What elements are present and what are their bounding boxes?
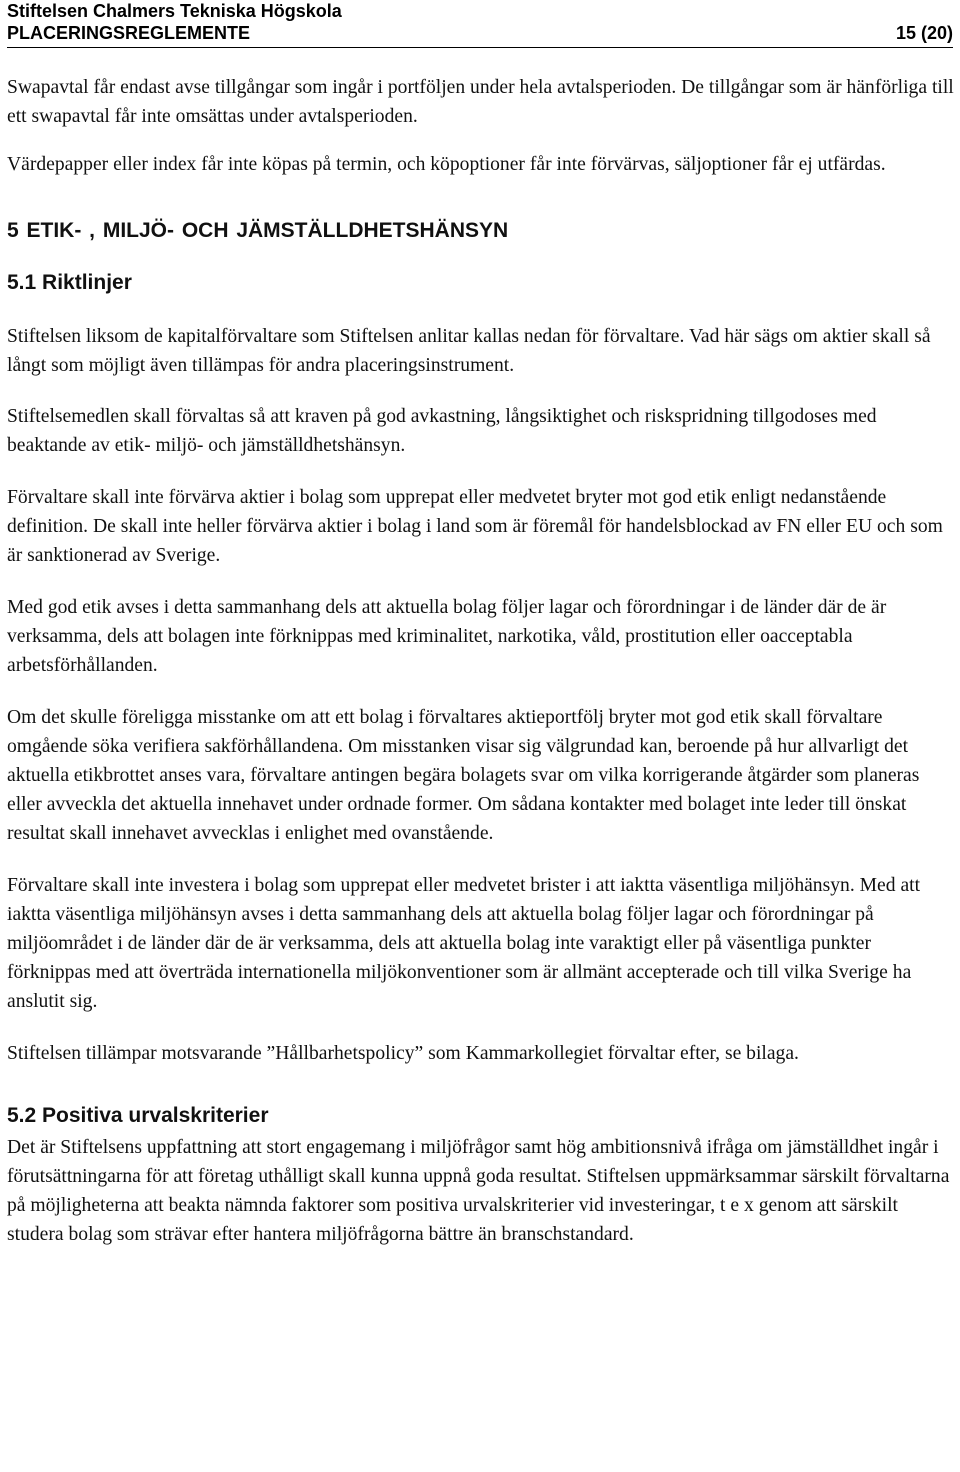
section-5-1-heading: 5.1 Riktlinjer	[7, 271, 132, 294]
paragraph-termin: Värdepapper eller index får inte köpas på termin, och köpoptioner får inte förvärvas, säljoptioner får ej utfärdas.	[7, 154, 886, 175]
section-5-2-heading: 5.2 Positiva urvalskriterier	[7, 1104, 269, 1127]
document-body	[7, 73, 957, 1249]
paragraph-god-etik-definition: Förvaltare skall inte förvärva aktier i bolag som upprepat eller medvetet bryter mot god etik enligt nedanstående definition. De skall inte heller förvärva aktier i bolag i land som är föremål för handelsblockad av FN eller EU och som är sanktionerad av Sverige.	[7, 487, 943, 566]
paragraph-forvaltare-definition: Stiftelsen liksom de kapitalförvaltare som Stiftelsen anlitar kallas nedan för förvaltare. Vad här sägs om aktier skall så långt som möjligt även tillämpas för andra placeringsinstrument.	[7, 326, 931, 376]
document-title: PLACERINGSREGLEMENTE	[7, 23, 251, 43]
section-5-heading: 5 ETIK- , MILJÖ- OCH JÄMSTÄLLDHETSHÄNSYN	[7, 219, 509, 242]
paragraph-med-god-etik: Med god etik avses i detta sammanhang dels att aktuella bolag följer lagar och förordningar i de länder där de är verksamma, dels att bolagen inte förknippas med kriminalitet, narkotika, våld, prostitution eller oacceptabla arbetsförhållanden.	[7, 597, 887, 676]
paragraph-stiftelsemedlen: Stiftelsemedlen skall förvaltas så att kraven på god avkastning, långsiktighet och riskspridning tillgodoses med beaktande av etik- miljö- och jämställdhetshänsyn.	[7, 406, 877, 456]
paragraph-miljohansyn: Förvaltare skall inte investera i bolag som upprepat eller medvetet brister i att iaktta väsentliga miljöhänsyn. Med att iaktta väsentliga miljöhänsyn avses i detta sammanhang dels att aktuella bolag följer lagar och förordningar på miljöområdet i de länder där de är verksamma, dels att aktuella bolag inte varaktigt eller på väsentliga punkter förknippas med att överträda internationella miljökonventioner som är allmänt accepterade och till vilka Sverige ha anslutit sig.	[7, 875, 921, 1012]
header-title-row	[7, 22, 953, 48]
organization-name: Stiftelsen Chalmers Tekniska Högskola	[7, 1, 342, 21]
paragraph-swapavtal: Swapavtal får endast avse tillgångar som ingår i portföljen under hela avtalsperioden. De tillgångar som är hänförliga till ett swapavtal får inte omsättas under avtalsperioden.	[7, 77, 954, 127]
page-number: 15 (20)	[895, 23, 953, 43]
paragraph-misstanke: Om det skulle föreligga misstanke om att ett bolag i förvaltares aktieportfölj bryter mot god etik skall förvaltare omgående söka verifiera sakförhållandena. Om misstanken visar sig välgrundad kan, beroende på hur allvarligt det aktuella etikbrottet anses vara, förvaltare antingen begära bolagets svar om vilka korrigerande åtgärder som planeras eller avveckla det aktuella innehavet under ordnade former. Om sådana kontakter med bolaget inte leder till önskat resultat skall innehavet avvecklas i enlighet med ovanstående.	[7, 707, 920, 844]
paragraph-hallbarhetspolicy: Stiftelsen tillämpar motsvarande ”Hållbarhetspolicy” som Kammarkollegiet förvaltar efter, se bilaga.	[7, 1043, 799, 1064]
page-header	[7, 0, 953, 48]
paragraph-positiva-urvalskriterier: Det är Stiftelsens uppfattning att stort engagemang i miljöfrågor samt hög ambitionsnivå ifråga om jämställdhet ingår i förutsättningarna för att företag uthålligt skall kunna uppnå goda resultat. Stiftelsen uppmärksammar särskilt förvaltarna på möjligheterna att beakta nämnda faktorer som positiva urvalskriterier vid investeringar, t e x genom att särskilt studera bolag som strävar efter hantera miljöfrågorna bättre än branschstandard.	[7, 1137, 950, 1245]
